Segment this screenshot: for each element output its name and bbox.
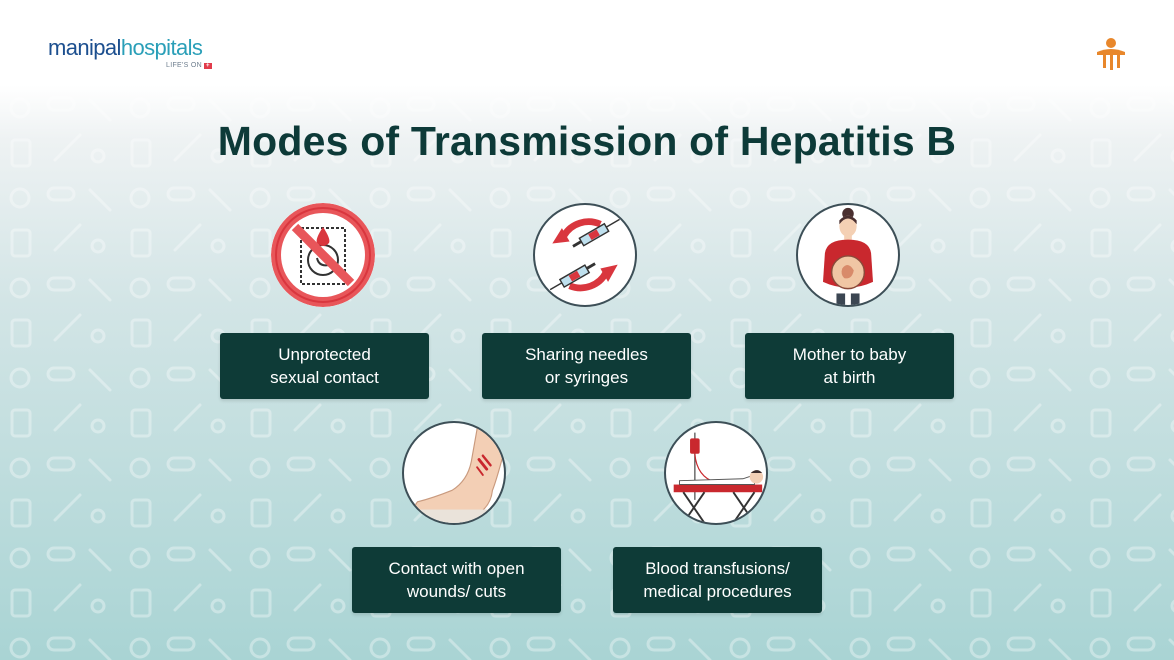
- shared-syringes-icon: [533, 203, 637, 307]
- card-line1: Blood transfusions/: [645, 559, 790, 578]
- card-line1: Sharing needles: [525, 345, 648, 364]
- blood-transfusion-icon: [664, 421, 768, 525]
- card-line2: medical procedures: [643, 582, 792, 601]
- card-line2: at birth: [823, 368, 876, 387]
- brand-name-part1: manipal: [48, 35, 121, 60]
- brand-tagline-mark: +: [205, 63, 210, 69]
- card-line1: Contact with open: [388, 559, 525, 578]
- transmission-card-mother-to-baby: [745, 333, 954, 399]
- card-line1: Mother to baby: [792, 345, 907, 364]
- pregnant-mother-icon: [796, 203, 900, 307]
- transmission-card-sharing-needles: [482, 333, 691, 399]
- card-line2: wounds/ cuts: [406, 582, 507, 601]
- brand-logo: [48, 35, 210, 69]
- page-title: Modes of Transmission of Hepatitis B: [217, 118, 957, 164]
- card-line2: or syringes: [544, 368, 629, 387]
- no-condom-icon: [271, 203, 375, 307]
- transmission-card-open-wounds: [352, 547, 561, 613]
- brand-tagline-text: LIFE'S ON: [166, 62, 202, 69]
- card-line1: Unprotected: [278, 345, 371, 364]
- card-line2: sexual contact: [270, 368, 379, 387]
- hospital-emblem-icon: [1094, 36, 1128, 72]
- transmission-card-blood-transfusion: [613, 547, 822, 613]
- brand-name-part2: hospitals: [120, 35, 203, 60]
- transmission-card-sexual-contact: [220, 333, 429, 399]
- brand-tagline: [166, 62, 212, 69]
- wounded-leg-icon: [402, 421, 506, 525]
